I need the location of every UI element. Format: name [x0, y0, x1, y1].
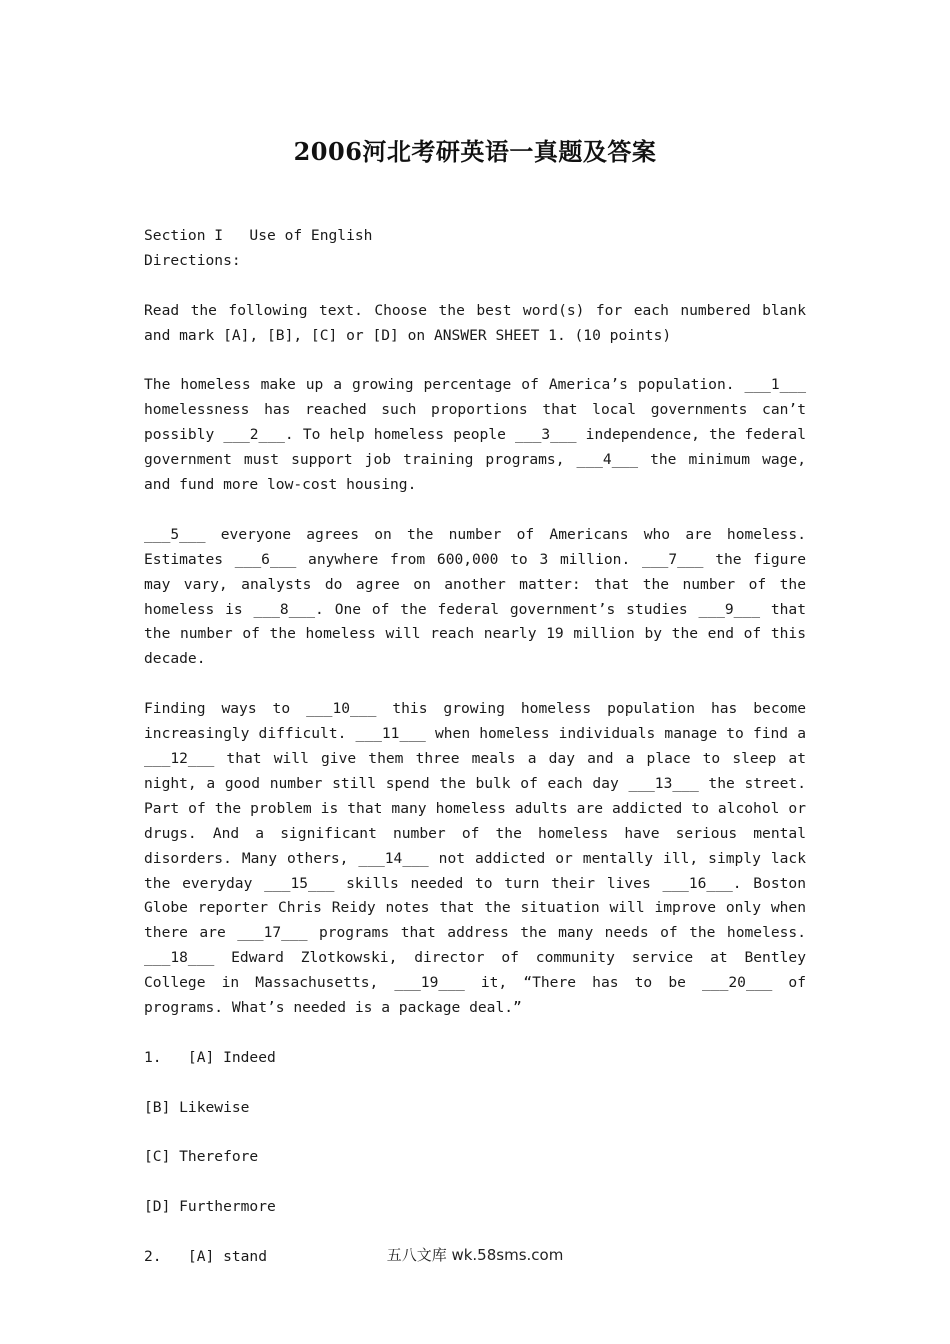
directions-label: Directions: — [144, 251, 241, 269]
directions-text: Read the following text. Choose the best word(s) for each numbered blank and mark [A], [B], [C] or [D] on ANSWER SHEET 1. (10 points) — [144, 301, 806, 344]
question-1-option-b: [B] Likewise — [144, 1098, 250, 1116]
question-1-option-c: [C] Therefore — [144, 1148, 259, 1166]
passage-paragraph-1: The homeless make up a growing percentage of America’s population. ___1___ homelessness has reached such proportions that local governments can’t possibly ___2___. To help homeless people ___3___ independence, the federal government must support job training programs, ___4___ the minimum wage, and fund more low-cost housing. — [144, 376, 806, 494]
page-title: 2006河北考研英语一真题及答案 — [293, 137, 657, 166]
section-heading: Section I Use of English — [144, 227, 373, 244]
question-2-option-a: 2. [A] stand — [144, 1248, 268, 1266]
question-1-option-a: 1. [A] Indeed — [144, 1048, 276, 1066]
question-1-option-d: [D] Furthermore — [144, 1198, 276, 1216]
passage-paragraph-3: Finding ways to ___10___ this growing homeless population has become increasingly difficult. ___11___ when homeless individuals manage to find a ___12___ that will give them three meals a day and a place to sleep at night, a good number still spend the bulk of each day ___13___ the street. Part of the problem is that many homeless adults are addicted to alcohol or drugs. And a significant number of the homeless have serious mental disorders. Many others, ___14___ not addicted or mentally ill, simply lack the everyday ___15___ skills needed to turn their lives ___16___. Boston Globe reporter Chris Reidy notes that the situation will improve only when there are ___17___ programs that address the many needs of the homeless. ___18___ Edward Zlotkowski, director of community service at Bentley College in Massachusetts, ___19___ it, “There has to be ___20___ of programs. What’s needed is a package deal.” — [144, 700, 806, 1017]
document-body — [144, 224, 806, 1295]
passage-paragraph-2: ___5___ everyone agrees on the number of Americans who are homeless. Estimates ___6___ anywhere from 600,000 to 3 million. ___7___ the figure may vary, analysts do agree on another matter: that the number of the homeless is ___8___. One of the federal government’s studies ___9___ that the number of the homeless will reach nearly 19 million by the end of this decade. — [144, 525, 806, 668]
footer-watermark: 五八文库 wk.58sms.com — [386, 1246, 564, 1264]
